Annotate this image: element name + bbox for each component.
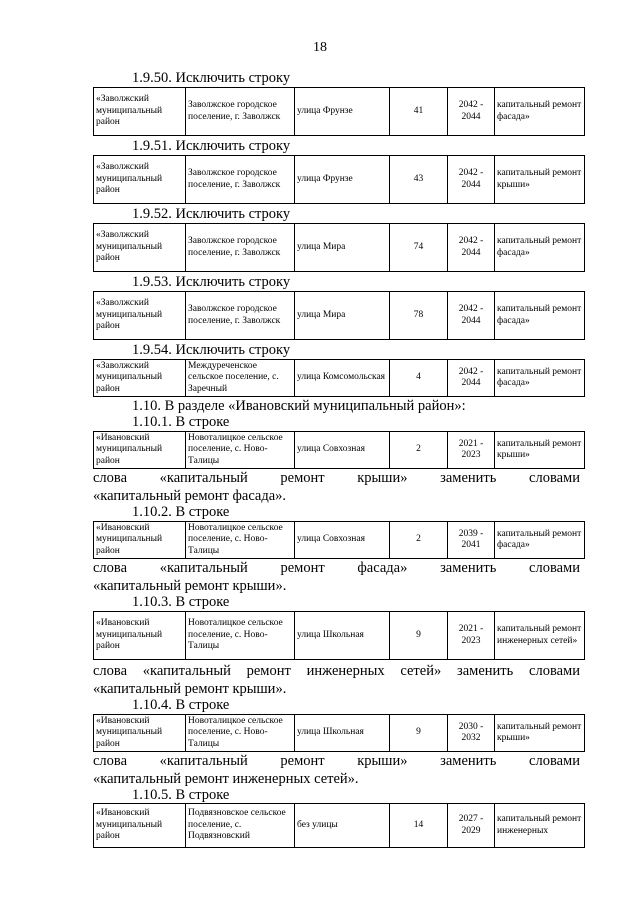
replace-text-line: «капитальный ремонт фасада». xyxy=(93,488,287,504)
excluded-row-table xyxy=(93,87,585,136)
cell-work: капитальный ремонт крыши» xyxy=(495,156,585,204)
cell-street: улица Школьная xyxy=(295,715,390,752)
section-heading: 1.9.53. Исключить строку xyxy=(132,274,291,290)
cell-settlement: Подвязновское сельское поселение, с. Подвязновский xyxy=(186,804,295,848)
page-number: 18 xyxy=(313,40,327,55)
table-row xyxy=(94,522,585,559)
cell-house: 78 xyxy=(390,292,448,340)
cell-settlement: Заволжское городское поселение, г. Заволжск xyxy=(186,156,295,204)
cell-street: улица Фрунзе xyxy=(295,156,390,204)
row-table xyxy=(93,611,585,660)
cell-house: 41 xyxy=(390,88,448,136)
cell-house: 43 xyxy=(390,156,448,204)
cell-street: улица Совхозная xyxy=(295,522,390,559)
cell-settlement: Междуреченское сельское поселение, с. Заречный xyxy=(186,360,295,397)
section-heading: 1.9.51. Исключить строку xyxy=(132,138,291,154)
table-row xyxy=(94,156,585,204)
cell-work: капитальный ремонт инженерных xyxy=(495,804,585,848)
cell-period: 2042 - 2044 xyxy=(448,156,495,204)
replace-text-line: «капитальный ремонт инженерных сетей». xyxy=(93,771,359,787)
section-heading: 1.9.52. Исключить строку xyxy=(132,206,291,222)
cell-period: 2042 - 2044 xyxy=(448,292,495,340)
cell-settlement: Заволжское городское поселение, г. Заволжск xyxy=(186,88,295,136)
cell-period: 2042 - 2044 xyxy=(448,224,495,272)
cell-house: 14 xyxy=(390,804,448,848)
cell-house: 2 xyxy=(390,522,448,559)
cell-street: улица Совхозная xyxy=(295,432,390,469)
replace-text-line: «капитальный ремонт крыши». xyxy=(93,681,287,697)
table-row xyxy=(94,292,585,340)
row-table xyxy=(93,521,585,559)
excluded-row-table xyxy=(93,291,585,340)
cell-house: 4 xyxy=(390,360,448,397)
cell-street: без улицы xyxy=(295,804,390,848)
cell-street: улица Школьная xyxy=(295,612,390,660)
table-row xyxy=(94,715,585,752)
cell-settlement: Заволжское городское поселение, г. Заволжск xyxy=(186,224,295,272)
cell-district: «Заволжский муниципальный район xyxy=(94,156,186,204)
cell-work: капитальный ремонт фасада» xyxy=(495,522,585,559)
cell-district: «Заволжский муниципальный район xyxy=(94,224,186,272)
cell-period: 2030 - 2032 xyxy=(448,715,495,752)
cell-work: капитальный ремонт фасада» xyxy=(495,292,585,340)
cell-work: капитальный ремонт фасада» xyxy=(495,360,585,397)
cell-house: 2 xyxy=(390,432,448,469)
table-row xyxy=(94,612,585,660)
replace-text-line: слова «капитальный ремонт фасада» заменить словами xyxy=(93,560,580,576)
replace-text-line: слова «капитальный ремонт инженерных сетей» заменить словами xyxy=(93,663,580,679)
cell-work: капитальный ремонт крыши» xyxy=(495,432,585,469)
row-table xyxy=(93,803,585,848)
section-heading: 1.9.50. Исключить строку xyxy=(132,70,291,86)
excluded-row-table xyxy=(93,155,585,204)
section-heading: 1.10.5. В строке xyxy=(132,787,230,803)
table-row xyxy=(94,224,585,272)
cell-district: «Заволжский муниципальный район xyxy=(94,360,186,397)
cell-district: «Ивановский муниципальный район xyxy=(94,522,186,559)
cell-street: улица Комсомольская xyxy=(295,360,390,397)
cell-work: капитальный ремонт крыши» xyxy=(495,715,585,752)
cell-district: «Ивановский муниципальный район xyxy=(94,612,186,660)
cell-street: улица Мира xyxy=(295,292,390,340)
cell-settlement: Новоталицкое сельское поселение, с. Ново-Талицы xyxy=(186,612,295,660)
section-heading: 1.10.2. В строке xyxy=(132,504,230,520)
row-table xyxy=(93,714,585,752)
cell-period: 2042 - 2044 xyxy=(448,360,495,397)
excluded-row-table xyxy=(93,359,585,397)
section-heading: 1.10.3. В строке xyxy=(132,594,230,610)
cell-period: 2027 - 2029 xyxy=(448,804,495,848)
cell-district: «Заволжский муниципальный район xyxy=(94,88,186,136)
cell-street: улица Мира xyxy=(295,224,390,272)
replace-text-line: слова «капитальный ремонт крыши» заменить словами xyxy=(93,470,580,486)
table-row xyxy=(94,804,585,848)
cell-period: 2039 - 2041 xyxy=(448,522,495,559)
cell-house: 9 xyxy=(390,715,448,752)
cell-district: «Ивановский муниципальный район xyxy=(94,432,186,469)
row-table xyxy=(93,431,585,469)
cell-settlement: Новоталицкое сельское поселение, с. Ново-Талицы xyxy=(186,432,295,469)
cell-period: 2021 - 2023 xyxy=(448,432,495,469)
cell-settlement: Новоталицкое сельское поселение, с. Ново-Талицы xyxy=(186,715,295,752)
replace-text-line: слова «капитальный ремонт крыши» заменить словами xyxy=(93,753,580,769)
cell-settlement: Заволжское городское поселение, г. Заволжск xyxy=(186,292,295,340)
cell-work: капитальный ремонт инженерных сетей» xyxy=(495,612,585,660)
excluded-row-table xyxy=(93,223,585,272)
section-heading: 1.10.4. В строке xyxy=(132,697,230,713)
section-heading: 1.9.54. Исключить строку xyxy=(132,342,291,358)
cell-settlement: Новоталицкое сельское поселение, с. Ново-Талицы xyxy=(186,522,295,559)
cell-district: «Ивановский муниципальный район xyxy=(94,715,186,752)
replace-text-line: «капитальный ремонт крыши». xyxy=(93,578,287,594)
table-row xyxy=(94,360,585,397)
cell-house: 74 xyxy=(390,224,448,272)
section-heading: 1.10.1. В строке xyxy=(132,414,230,430)
cell-period: 2042 - 2044 xyxy=(448,88,495,136)
cell-street: улица Фрунзе xyxy=(295,88,390,136)
cell-house: 9 xyxy=(390,612,448,660)
cell-period: 2021 - 2023 xyxy=(448,612,495,660)
cell-work: капитальный ремонт фасада» xyxy=(495,224,585,272)
cell-district: «Заволжский муниципальный район xyxy=(94,292,186,340)
table-row xyxy=(94,88,585,136)
table-row xyxy=(94,432,585,469)
cell-district: «Ивановский муниципальный район xyxy=(94,804,186,848)
section-heading: 1.10. В разделе «Ивановский муниципальный район»: xyxy=(132,398,466,414)
cell-work: капитальный ремонт фасада» xyxy=(495,88,585,136)
